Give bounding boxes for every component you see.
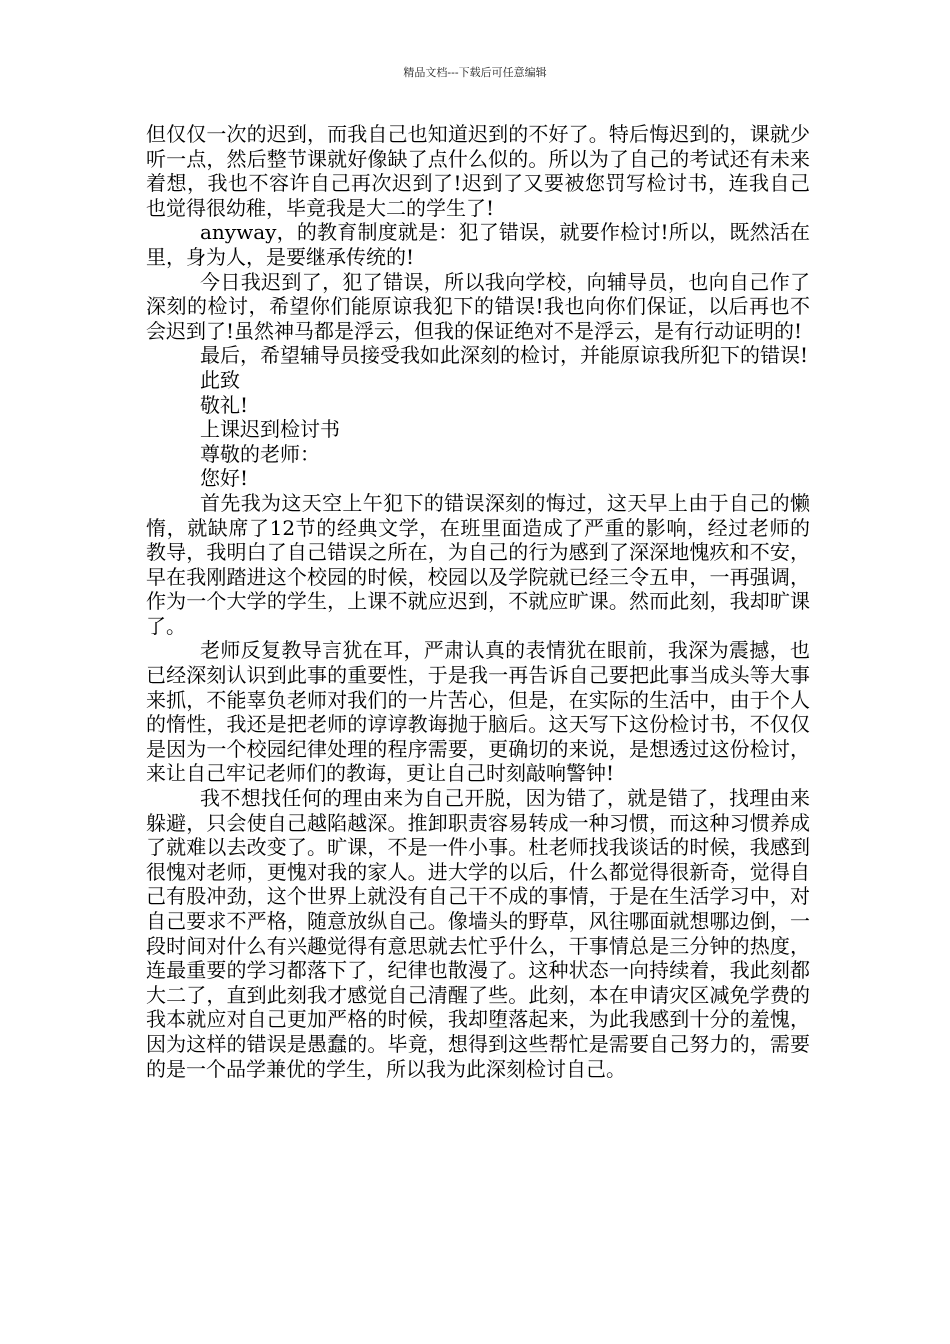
salutation-jingli: 敬礼! — [200, 392, 249, 417]
paragraph-first: 首先我为这天空上午犯下的错误深刻的悔过，这天早上由于自己的懒惰，就缺席了12节的经典文学，在班里面造成了严重的影响，经过老师的教导，我明白了自己错误之所在，为自己的行为感到了深深地愧疚和不安，早在我刚踏进这个校园的时候，校园以及学院就已经三令五申，一再强调，作为一个大学的学生，上课不就应迟到，不就应旷课。然而此刻，我却旷课了。 — [146, 490, 810, 638]
greeting-teacher: 尊敬的老师： — [200, 441, 320, 466]
paragraph-apology: 今日我迟到了，犯了错误，所以我向学校，向辅导员，也向自己作了深刻的检讨，希望你们能原谅我犯下的错误!我也向你们保证，以后再也不会迟到了!虽然神马都是浮云，但我的保证绝对不是浮云，是有行动证明的! — [146, 269, 810, 343]
document-body — [146, 122, 810, 1081]
salutation-cizhi: 此致 — [200, 367, 240, 392]
paragraph-teacher: 老师反复教导言犹在耳，严肃认真的表情犹在眼前，我深为震撼，也已经深刻认识到此事的重要性，于是我一再告诉自己要把此事当成头等大事来抓，不能辜负老师对我们的一片苦心，但是，在实际的生活中，由于个人的惰性，我还是把老师的谆谆教诲抛于脑后。这天写下这份检讨书，不仅仅是因为一个校园纪律处理的程序需要，更确切的来说，是想透过这份检讨，来让自己牢记老师们的教诲，更让自己时刻敲响警钟! — [146, 638, 810, 786]
paragraph-closing: 最后，希望辅导员接受我如此深刻的检讨，并能原谅我所犯下的错误! — [200, 343, 809, 368]
greeting-hello: 您好! — [200, 466, 249, 491]
section-title: 上课迟到检讨书 — [200, 417, 340, 442]
page-header: 精品文档---下载后可任意编辑 — [403, 66, 547, 79]
paragraph-anyway: anyway，的教育制度就是：犯了错误，就要作检讨!所以，既然活在里，身为人，是要继承传统的! — [146, 220, 810, 269]
paragraph-continuation: 但仅仅一次的迟到，而我自己也知道迟到的不好了。特后悔迟到的，课就少听一点，然后整节课就好像缺了点什么似的。所以为了自己的考试还有未来着想，我也不容许自己再次迟到了!迟到了又要被您罚写检讨书，连我自己也觉得很幼稚，毕竟我是大二的学生了! — [146, 122, 810, 220]
paragraph-reflection: 我不想找任何的理由来为自己开脱，因为错了，就是错了，找理由来躲避，只会使自己越陷越深。推卸职责容易转成一种习惯，而这种习惯养成了就难以去改变了。旷课，不是一件小事。杜老师找我谈话的时候，我感到很愧对老师，更愧对我的家人。进大学的以后，什么都觉得很新奇，觉得自己有股冲劲，这个世界上就没有自己干不成的事情，于是在生活学习中，对自己要求不严格，随意放纵自己。像墙头的野草，风往哪面就想哪边倒，一段时间对什么有兴趣觉得有意思就去忙乎什么，干事情总是三分钟的热度，连最重要的学习都落下了，纪律也散漫了。这种状态一向持续着，我此刻都大二了，直到此刻我才感觉自己清醒了些。此刻，本在申请灾区减免学费的我本就应对自己更加严格的时候，我却堕落起来，为此我感到十分的羞愧，因为这样的错误是愚蠢的。毕竟，想得到这些帮忙是需要自己努力的，需要的是一个品学兼优的学生，所以我为此深刻检讨自己。 — [146, 786, 810, 1081]
